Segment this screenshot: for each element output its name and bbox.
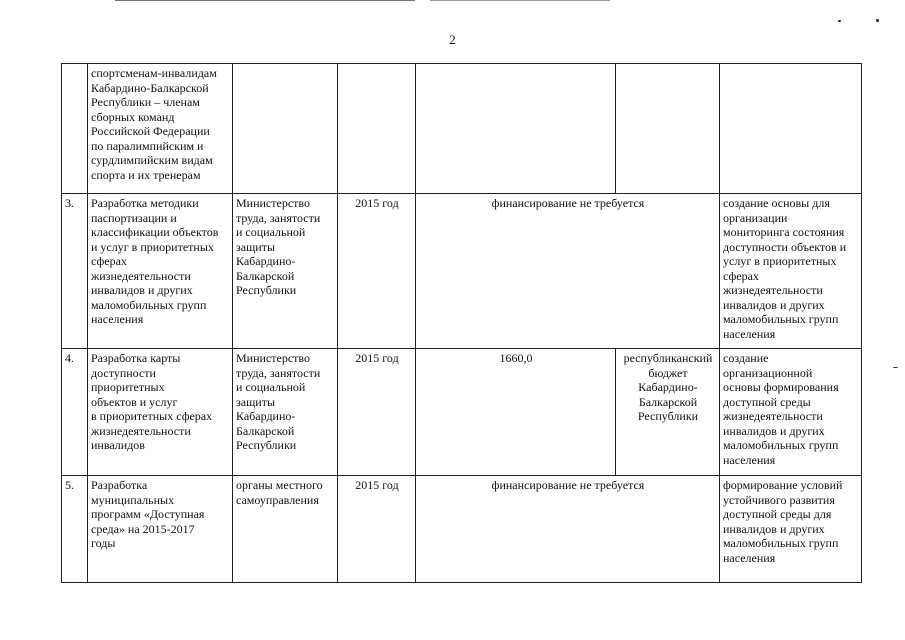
result-cell: создание основы для организации мониторинга состояния доступности объектов и услуг в приоритетных сферах жизнедеятельности инвалидов и других маломобильных групп населения — [720, 194, 862, 349]
amount-cell: 1660,0 — [416, 349, 616, 476]
source-cell — [616, 64, 720, 194]
executor-cell: органы местного самоуправления — [233, 476, 338, 583]
scan-speck — [838, 20, 841, 22]
deadline-cell — [338, 64, 416, 194]
result-cell: формирование условий устойчивого развития доступной среды для инвалидов и других маломобильных групп населения — [720, 476, 862, 583]
financing-merged-cell: финансирование не требуется — [416, 476, 720, 583]
page-number: 2 — [449, 32, 456, 47]
row-number-cell: 3. — [62, 194, 88, 349]
program-table — [61, 63, 862, 583]
scan-speck — [876, 19, 879, 22]
executor-cell: Министерство труда, занятости и социальной защиты Кабардино- Балкарской Республики — [233, 349, 338, 476]
deadline-cell: 2015 год — [338, 476, 416, 583]
result-cell: создание организационной основы формирования доступной среды жизнедеятельности инвалидов и других маломобильных групп населения — [720, 349, 862, 476]
scan-artifact-line — [430, 0, 610, 1]
table-row — [62, 194, 862, 349]
scan-artifact-line — [115, 0, 415, 1]
deadline-cell: 2015 год — [338, 349, 416, 476]
amount-cell — [416, 64, 616, 194]
scan-speck — [893, 367, 898, 368]
activity-cell: Разработка карты доступности приоритетных объектов и услуг в приоритетных сферах жизнедеятельности инвалидов — [88, 349, 233, 476]
table-row — [62, 476, 862, 583]
row-number-cell — [62, 64, 88, 194]
row-number-cell: 4. — [62, 349, 88, 476]
source-cell: республиканский бюджет Кабардино- Балкарской Республики — [616, 349, 720, 476]
executor-cell — [233, 64, 338, 194]
table-row — [62, 64, 862, 194]
result-cell — [720, 64, 862, 194]
activity-cell: Разработка методики паспортизации и классификации объектов и услуг в приоритетных сферах жизнедеятельности инвалидов и других маломобильных групп населения — [88, 194, 233, 349]
financing-merged-cell: финансирование не требуется — [416, 194, 720, 349]
activity-cell: Разработка муниципальных программ «Доступная среда» на 2015-2017 годы — [88, 476, 233, 583]
deadline-cell: 2015 год — [338, 194, 416, 349]
row-number-cell: 5. — [62, 476, 88, 583]
activity-cell: спортсменам-инвалидам Кабардино-Балкарской Республики – членам сборных команд Российской Федерации по паралимпийским и сурдлимпийским видам спорта и их тренерам — [88, 64, 233, 194]
executor-cell: Министерство труда, занятости и социальной защиты Кабардино- Балкарской Республики — [233, 194, 338, 349]
table-row — [62, 349, 862, 476]
